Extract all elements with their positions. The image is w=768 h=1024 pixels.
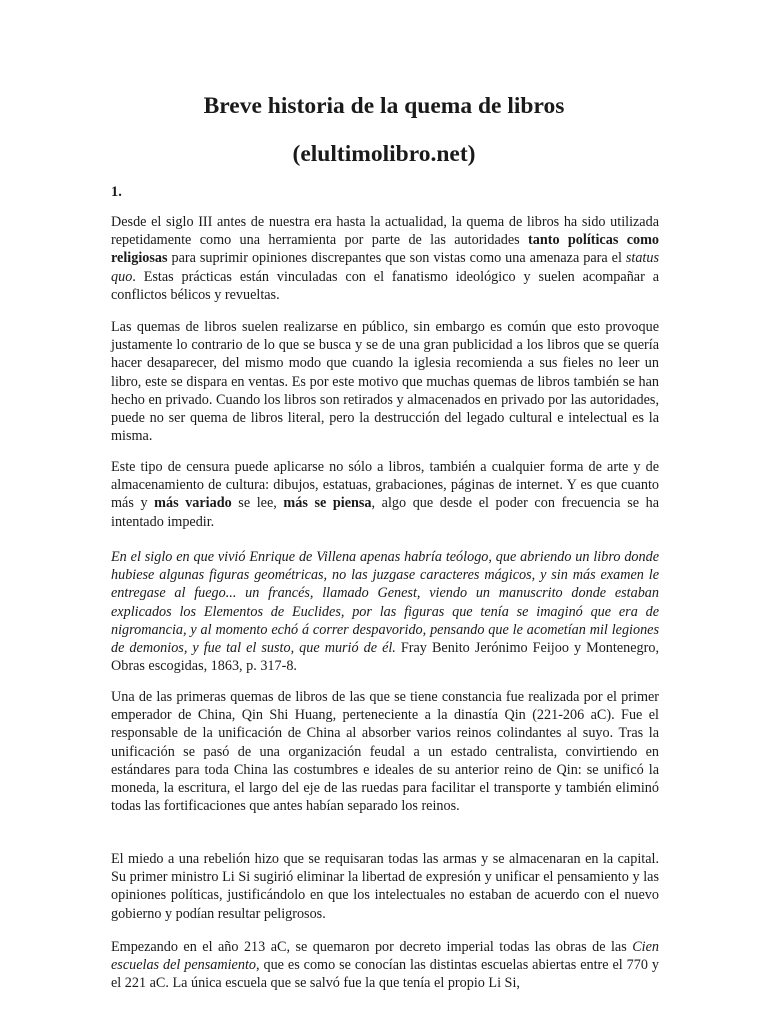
- section-number: 1.: [111, 184, 122, 200]
- paragraph-1: Desde el siglo III antes de nuestra era hasta la actualidad, la quema de libros ha sido utilizada repetidamente como una herramienta por parte de las autoridades tanto políticas como religiosas para suprimir opiniones discrepantes que son vistas como una amenaza para el status quo. Estas prácticas están vinculadas con el fanatismo ideológico y suelen acompañar a conflictos bélicos y revueltas.: [111, 214, 659, 303]
- quote-citation: Fray Benito Jerónimo Feijoo y Montenegro, Obras escogidas, 1863, p. 317-8.: [111, 640, 659, 675]
- italic-phrase: status quo: [111, 250, 659, 285]
- bold-phrase: más variado: [154, 495, 232, 512]
- paragraph-3: Este tipo de censura puede aplicarse no sólo a libros, también a cualquier forma de arte y de almacenamiento de cultura: dibujos, estatuas, grabaciones, páginas de internet. Y es que cuanto más y más variado se lee, más se piensa, algo que desde el poder con frecuencia se ha intentado impedir.: [111, 459, 660, 530]
- document-subtitle: (elultimolibro.net): [292, 141, 476, 167]
- bold-phrase: más se piensa: [283, 495, 372, 512]
- bold-phrase: tanto políticas como religiosas: [111, 232, 659, 267]
- paragraph-2: Las quemas de libros suelen realizarse en público, sin embargo es común que esto provoque justamente lo contrario de lo que se busca y se de una gran publicidad a los libros que se quería hacer desaparecer, del mismo modo que cuando la iglesia recomienda a sus fieles no leer un libro, este se dispara en ventas. Es por este motivo que muchas quemas de libros también se han hecho en privado. Cuando los libros son retirados y almacenados en privado por las autoridades, puede no ser quema de libros literal, pero la destrucción del legado cultural e intelectual es la misma.: [111, 319, 659, 445]
- italic-phrase: Cien escuelas del pensamiento: [111, 939, 659, 974]
- paragraph-6: El miedo a una rebelión hizo que se requisaran todas las armas y se almacenaran en la capital. Su primer ministro Li Si sugirió eliminar la libertad de expresión y unificar el pensamiento y las opiniones políticas, justificándolo en que los intelectuales no estaban de acuerdo con el nuevo gobierno y podían resultar peligrosos.: [111, 851, 659, 922]
- paragraph-5: Una de las primeras quemas de libros de las que se tiene constancia fue realizada por el primer emperador de China, Qin Shi Huang, perteneciente a la dinastía Qin (221-206 aC). Fue el responsable de la unificación de China al absorber varios reinos colindantes al suyo. Tras la unificación se pasó de una organización feudal a un estado centralista, convirtiendo en estándares para toda China las costumbres e ideales de su anterior reino de Qin: se unificó la moneda, la escritura, el largo del eje de las ruedas para facilitar el transporte y también eliminó todas las fortificaciones que antes habían separado los reinos.: [111, 689, 659, 815]
- quote-paragraph: [111, 548, 659, 675]
- quote-text: En el siglo en que vivió Enrique de Villena apenas habría teólogo, que abriendo un libro donde hubiese algunas figuras geométricas, no las juzgase caracteres mágicos, y sin más examen le entregase al fuego... un francés, llamado Genest, viendo un manuscrito donde estaban explicados los Elementos de Euclides, por las figuras que tenía se imaginó que era de nigromancia, y al momento echó á correr despavorido, pensando que le acometían mil legiones de demonios, y fue tal el susto, que murió de él.: [111, 549, 659, 657]
- paragraph-7: Empezando en el año 213 aC, se quemaron por decreto imperial todas las obras de las Cien escuelas del pensamiento, que es como se conocían las distintas escuelas abiertas entre el 770 y el 221 aC. La única escuela que se salvó fue la que tenía el propio Li Si,: [111, 939, 659, 992]
- document-title: Breve historia de la quema de libros: [203, 93, 565, 119]
